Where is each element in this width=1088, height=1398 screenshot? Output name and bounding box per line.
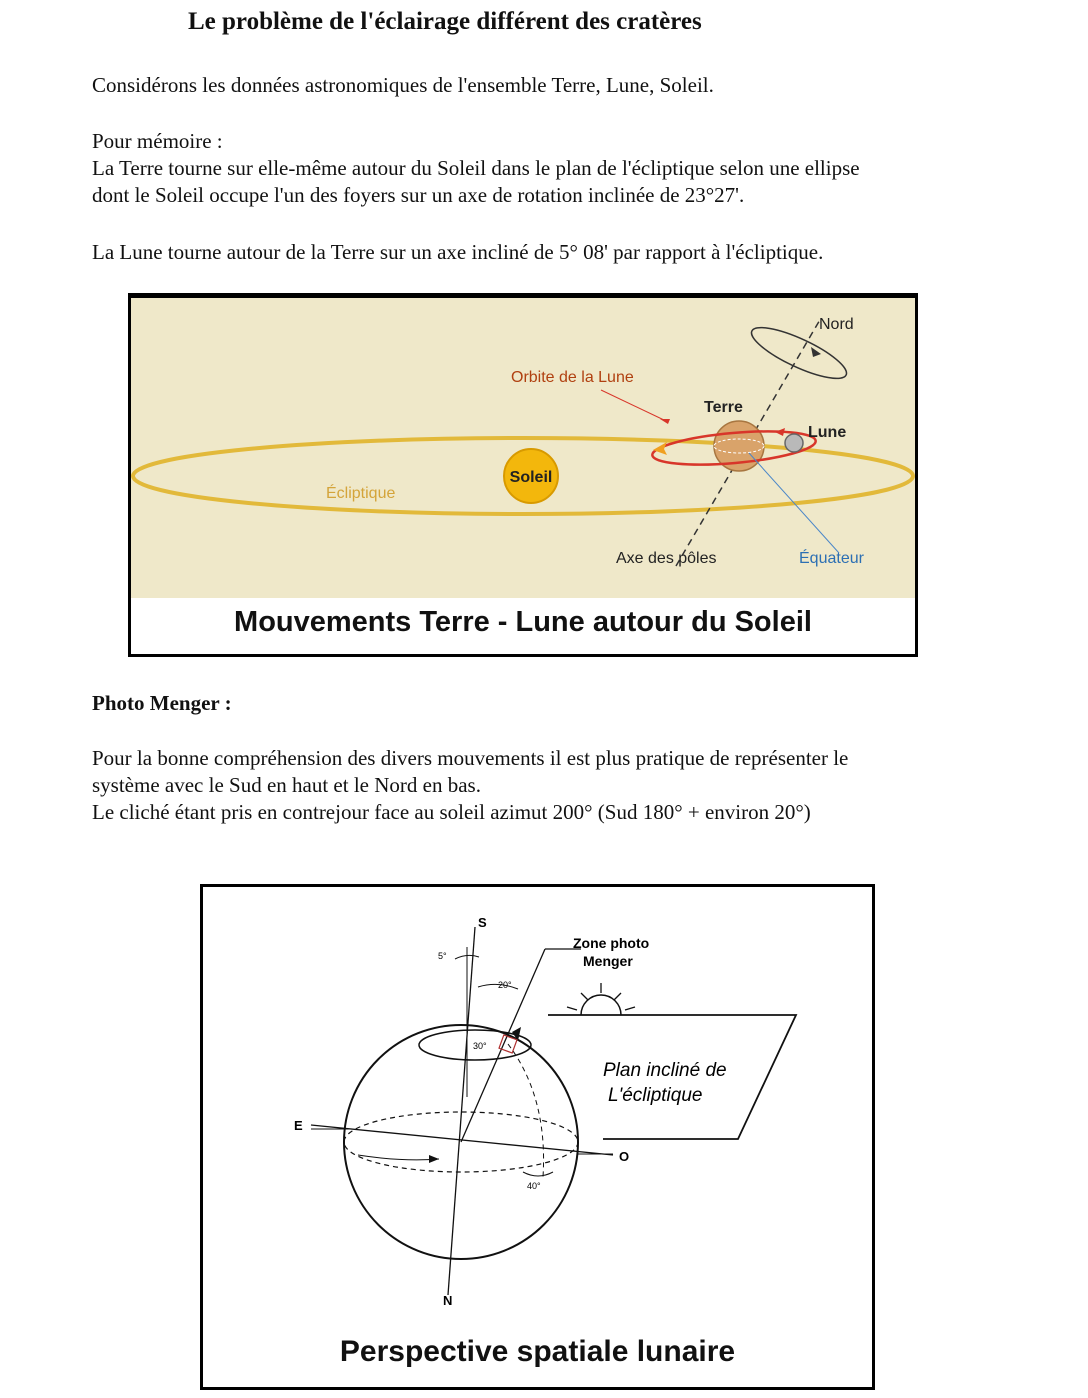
- label-lune: Lune: [808, 424, 847, 441]
- meridian-dashed: [508, 1044, 544, 1177]
- label-terre: Terre: [704, 399, 743, 416]
- explanation-block: [92, 745, 992, 826]
- label-soleil: Soleil: [509, 469, 553, 486]
- label-orbite-lune: Orbite de la Lune: [511, 369, 634, 386]
- orbit-diagram: [131, 298, 915, 598]
- label-zone-line1: Zone photo: [573, 935, 650, 951]
- label-angle-40: 40°: [527, 1181, 541, 1191]
- label-ecliptique: Écliptique: [326, 485, 396, 502]
- label-plan-line2: L'écliptique: [608, 1085, 703, 1106]
- label-equateur: Équateur: [799, 550, 864, 567]
- pole-axis: [448, 927, 475, 1295]
- explanation-line-1: Pour la bonne compréhension des divers mouvements il est plus pratique de représenter le: [92, 746, 849, 770]
- lunar-perspective-diagram: [203, 887, 872, 1327]
- sun-ray: [581, 993, 588, 1000]
- moon-icon: [785, 434, 803, 452]
- intro-paragraph: Considérons les données astronomiques de l'ensemble Terre, Lune, Soleil.: [92, 73, 714, 97]
- label-zone-line2: Menger: [583, 953, 633, 969]
- figure-earth-moon-motion: [128, 293, 918, 657]
- label-angle-30: 30°: [473, 1041, 487, 1051]
- memo-block: [92, 128, 992, 209]
- label-angle-5: 5°: [438, 951, 447, 961]
- label-plan-line1: Plan incliné de: [603, 1060, 727, 1081]
- label-axe-poles: Axe des pôles: [616, 550, 717, 567]
- memo-line-1: La Terre tourne sur elle-même autour du Soleil dans le plan de l'écliptique selon une ellipse: [92, 156, 860, 180]
- explanation-line-3: Le cliché étant pris en contrejour face au soleil azimut 200° (Sud 180° + environ 20°): [92, 800, 811, 824]
- sun-ray: [625, 1007, 635, 1010]
- memo-label: Pour mémoire :: [92, 129, 223, 153]
- label-angle-20: 20°: [498, 980, 512, 990]
- figure-lunar-perspective: [200, 884, 875, 1390]
- photo-menger-heading: Photo Menger :: [92, 691, 232, 715]
- memo-line-2: dont le Soleil occupe l'un des foyers sur un axe de rotation inclinée de 23°27'.: [92, 183, 745, 207]
- figure1-caption: Mouvements Terre - Lune autour du Soleil: [234, 606, 812, 638]
- label-nord: Nord: [819, 316, 854, 333]
- label-west: O: [619, 1149, 630, 1164]
- explanation-line-2: système avec le Sud en haut et le Nord en bas.: [92, 773, 481, 797]
- page-title: Le problème de l'éclairage différent des cratères: [188, 8, 702, 35]
- figure2-caption: Perspective spatiale lunaire: [339, 1335, 736, 1368]
- label-north: N: [443, 1293, 453, 1308]
- rotation-arc: [358, 1155, 439, 1160]
- label-east: E: [294, 1118, 303, 1133]
- rotation-arrow-head: [429, 1155, 439, 1163]
- moon-axis-paragraph: La Lune tourne autour de la Terre sur un axe incliné de 5° 08' par rapport à l'écliptique.: [92, 240, 824, 264]
- sun-ray: [614, 993, 621, 1000]
- angle-arc-40: [523, 1172, 553, 1176]
- sun-icon: [581, 995, 621, 1015]
- label-south: S: [478, 915, 487, 930]
- sun-ray: [567, 1007, 577, 1010]
